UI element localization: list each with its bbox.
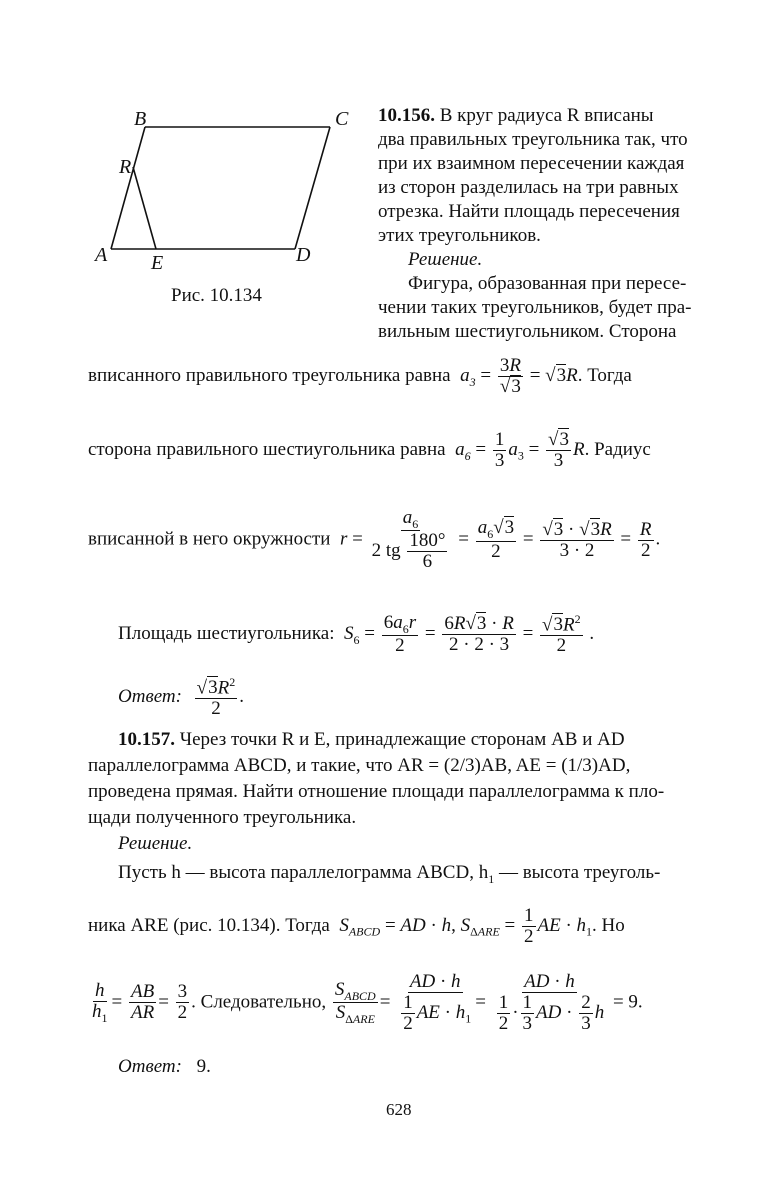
problem-text-line: отрезка. Найти площадь пересечения	[378, 201, 680, 222]
solution-heading: Решение.	[118, 833, 193, 854]
solution-areas-line: ника ARE (рис. 10.134). Тогда $S_{ABCD}$ = AD · h, $S_{\Delta ARE}$ = $\frac{1}{2}$ AE · $h_1$. Но	[88, 905, 625, 947]
text: Площадь шестиугольника:	[118, 623, 335, 645]
problem-text-line: щади полученного треугольника.	[88, 807, 357, 828]
text: . Но	[592, 914, 625, 936]
problem-text-line: при их взаимном пересечении каждая	[378, 153, 685, 174]
answer-157	[118, 1056, 211, 1078]
problem-number-157: 10.157.	[118, 729, 175, 750]
formula-line-a3: вписанного правильного треугольника равна $a_3$ = $\frac{3R}{√3}$ = √3R. Тогда	[88, 355, 632, 397]
formula-line-r: вписанной в него окружности r = $a_6$ 2 tg $\frac{180^\circ}{6}$ = $\frac{a_6√3}{2}$ = $\frac{√3 \cdot √3R}{3 \cdot 2}$ = $\frac{R}{2}$ .	[88, 507, 661, 573]
text: ника ARE (рис. 10.134). Тогда	[88, 914, 330, 936]
problem-text-line: проведена прямая. Найти отношение площади параллелограмма к пло-	[88, 781, 665, 802]
text: . Радиус	[584, 438, 651, 460]
text: Пусть h — высота параллелограмма ABCD, h	[118, 862, 489, 883]
answer-label: Ответ:	[118, 1056, 182, 1077]
label-B: B	[134, 108, 147, 130]
problem-text-line: из сторон разделилась на три равных	[378, 177, 679, 198]
label-C: C	[335, 108, 349, 130]
problem-10-156	[378, 104, 691, 344]
answer-value: 9.	[196, 1056, 211, 1077]
solution-text-line: чении таких треугольников, будет пра-	[378, 297, 692, 318]
problem-text-line: два правильных треугольника так, что	[378, 129, 688, 150]
solution-let-line: Пусть h — высота параллелограмма ABCD, $h_1$ — высота треуголь-	[118, 862, 661, 886]
text: сторона правильного шестиугольника равна	[88, 438, 446, 460]
answer-156: Ответ: $\frac{√3R^2}{2}$ .	[118, 675, 244, 720]
text: — высота треуголь-	[494, 862, 661, 883]
formula-line-area: Площадь шестиугольника: $S_6$ = $\frac{6a_6r}{2}$ = $\frac{6R√3 \cdot R}{2 \cdot 2 \cdot 3}$ = $\frac{√3R^2}{2}$ .	[118, 612, 595, 657]
text: = 9.	[612, 991, 643, 1013]
answer-label: Ответ:	[118, 685, 182, 707]
page-number: 628	[386, 1100, 412, 1119]
solution-heading: Решение.	[408, 249, 483, 270]
label-R: R	[119, 156, 132, 178]
problem-text-line: Через точки R и E, принадлежащие сторонам AB и AD	[179, 729, 625, 750]
label-E: E	[151, 252, 164, 274]
label-D: D	[296, 244, 311, 266]
text: . Следовательно,	[191, 991, 327, 1013]
problem-number-156: 10.156.	[378, 105, 435, 126]
solution-text-line: Фигура, образованная при пересе-	[408, 273, 687, 294]
solution-text-line: вильным шестиугольником. Сторона	[378, 321, 677, 342]
problem-text-line: этих треугольников.	[378, 225, 541, 246]
label-A: A	[95, 244, 108, 266]
text: вписанного правильного треугольника равна	[88, 364, 451, 386]
figure-caption: Рис. 10.134	[171, 285, 262, 306]
problem-10-157	[88, 727, 664, 857]
problem-text-line: В круг радиуса R вписаны	[439, 105, 654, 126]
solution-ratio-line: $\frac{h}{h_1}$ = $\frac{AB}{AR}$ = $\frac{3}{2}$ . Следовательно, $\frac{S_{ABCD}}{S_{\Delta ARE}}$ = AD · h $\frac{1}{2}$ AE · $h_1$ = AD · h $\frac{1}{2}$ · $\frac{1}{3}$ AD · $\frac{2}{3}$ h = 9.	[92, 971, 643, 1034]
problem-text-line: параллелограмма ABCD, и такие, что AR = (2/3)AB, AE = (1/3)AD,	[88, 755, 631, 776]
text: вписанной в него окружности	[88, 528, 331, 550]
formula-line-a6: сторона правильного шестиугольника равна $a_6$ = $\frac{1}{3}$ $a_3$ = $\frac{√3}{3}$ R. Радиус	[88, 429, 651, 471]
text: . Тогда	[577, 364, 632, 386]
